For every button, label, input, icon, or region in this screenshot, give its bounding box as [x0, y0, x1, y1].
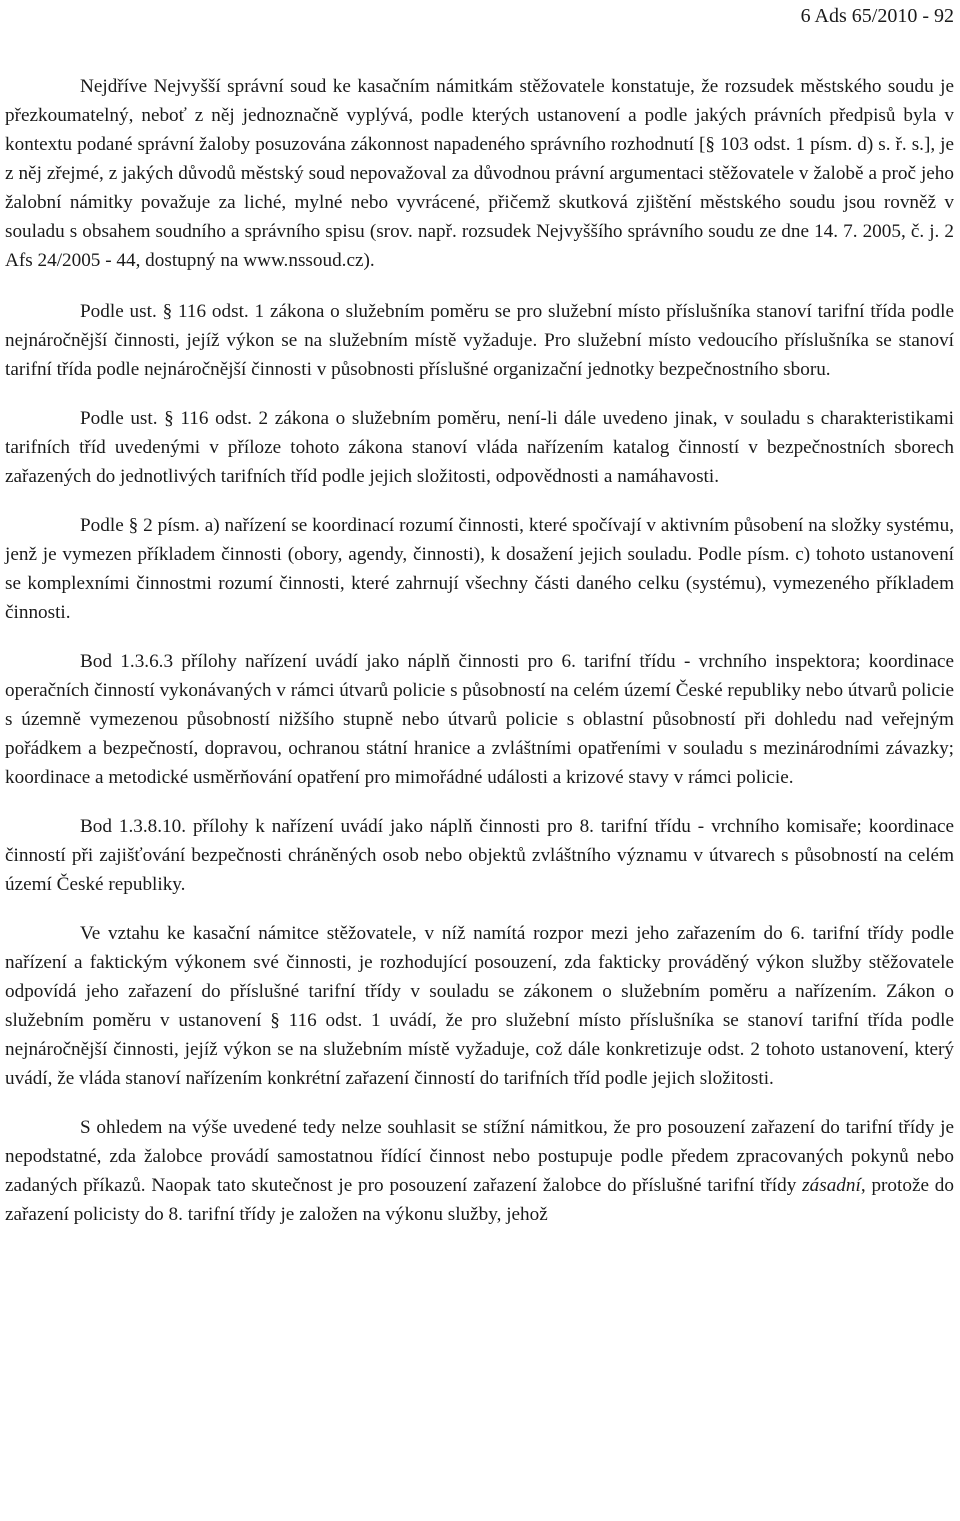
case-number-header: 6 Ads 65/2010 - 92	[800, 5, 954, 27]
paragraph-4: Podle § 2 písm. a) nařízení se koordinací rozumí činnosti, které spočívají v aktivním působení na složky systému, jenž je vymezen příkladem činnosti (obory, agendy, činnosti), k dosažení jejich souladu. Podle písm. c) tohoto ustanovení se komplexními činnostmi rozumí činnosti, které zahrnují všechny části daného celku (systému), vymezeného příkladem činnosti.	[5, 515, 954, 623]
italic-emphasis: zásadní	[802, 1175, 861, 1196]
paragraph-3: Podle ust. § 116 odst. 2 zákona o služebním poměru, není-li dále uvedeno jinak, v souladu s charakteristikami tarifních tříd uvedenými v příloze tohoto zákona stanoví vláda nařízením katalog činností v bezpečnostních sborech zařazených do jednotlivých tarifních tříd podle jejich složitosti, odpovědnosti a namáhavosti.	[5, 408, 954, 487]
paragraph-6: Bod 1.3.8.10. přílohy k nařízení uvádí jako náplň činnosti pro 8. tarifní třídu - vrchního komisaře; koordinace činností při zajišťování bezpečnosti chráněných osob nebo objektů zvláštního významu v útvarech s působností na celém území České republiky.	[5, 816, 954, 895]
paragraph-8: S ohledem na výše uvedené tedy nelze souhlasit se stížní námitkou, že pro posouzení zařazení do tarifní třídy je nepodstatné, zda žalobce provádí samostatnou řídící činnost nebo postupuje podle předem zpracovaných pokynů nebo zadaných příkazů. Naopak tato skutečnost je pro posouzení zařazení žalobce do příslušné tarifní třídy zásadní, protože do zařazení policisty do 8. tarifní třídy je založen na výkonu služby, jehož	[5, 1117, 954, 1225]
paragraph-1: Nejdříve Nejvyšší správní soud ke kasačním námitkám stěžovatele konstatuje, že rozsudek městského soudu je přezkoumatelný, neboť z něj jednoznačně vyplývá, podle kterých ustanovení a podle jakých právních předpisů byla v kontextu podané správní žaloby posuzována zákonnost napadeného správního rozhodnutí [§ 103 odst. 1 písm. d) s. ř. s.], je z něj zřejmé, z jakých důvodů městský soud nepovažoval za důvodnou právní argumentaci stěžovatele v žalobě a proč jeho žalobní námitky považuje za liché, mylné nebo vyvrácené, přičemž skutková zjištění městského soudu jsou rovněž v souladu s obsahem soudního a správního spisu (srov. např. rozsudek Nejvyššího správního soudu ze dne 14. 7. 2005, č. j. 2 Afs 24/2005 - 44, dostupný na www.nssoud.cz).	[5, 76, 954, 271]
document-body	[5, 72, 954, 1249]
paragraph-2: Podle ust. § 116 odst. 1 zákona o služebním poměru se pro služební místo příslušníka stanoví tarifní třída podle nejnáročnější činnosti, jejíž výkon se na služebním místě vyžaduje. Pro služební místo vedoucího příslušníka se stanoví tarifní třída podle nejnáročnější činnosti v působnosti příslušné organizační jednotky bezpečnostního sboru.	[5, 301, 954, 380]
paragraph-7: Ve vztahu ke kasační námitce stěžovatele, v níž namítá rozpor mezi jeho zařazením do 6. tarifní třídy podle nařízení a faktickým výkonem své činnosti, je rozhodující posouzení, zda fakticky prováděný výkon služby stěžovatele odpovídá jeho zařazení do příslušné tarifní třídy v souladu se zákonem o služebním poměru a nařízením. Zákon o služebním poměru v ustanovení § 116 odst. 1 uvádí, že pro služební místo příslušníka se stanoví tarifní třída podle nejnáročnější činnosti, jejíž výkon se na služebním místě vyžaduje, což dále konkretizuje odst. 2 tohoto ustanovení, který uvádí, že vláda stanoví nařízením konkrétní zařazení činností do tarifních tříd podle jejich složitosti.	[5, 923, 954, 1089]
paragraph-5: Bod 1.3.6.3 přílohy nařízení uvádí jako náplň činnosti pro 6. tarifní třídu - vrchního inspektora; koordinace operačních činností vykonávaných v rámci útvarů policie s působností na celém území České republiky nebo útvarů policie s územně vymezenou působností nižšího stupně nebo útvarů policie s oblastní působností při dohledu nad veřejným pořádkem a bezpečností, dopravou, ochranou státní hranice a zvláštními opatřeními v souladu s mezinárodními závazky; koordinace a metodické usměrňování opatření pro mimořádné události a krizové stavy v rámci policie.	[5, 651, 954, 788]
